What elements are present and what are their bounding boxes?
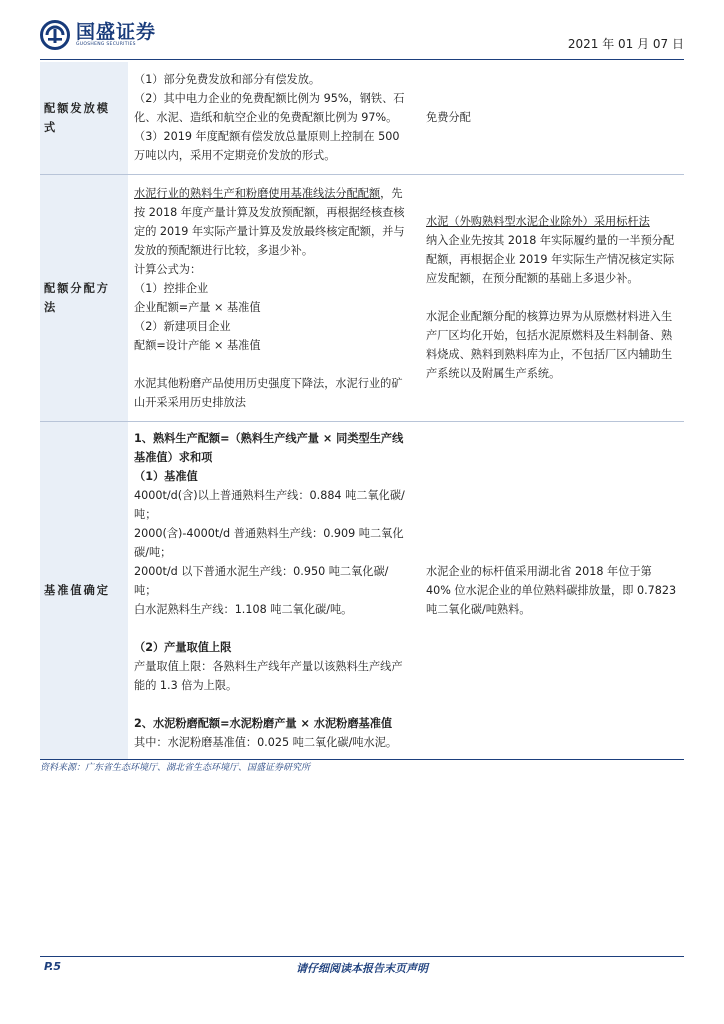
report-date: 2021 年 01 月 07 日: [567, 37, 684, 51]
cell-line: （1）控排企业: [134, 281, 209, 295]
source-note: 资料来源：广东省生态环境厅、湖北省生态环境厅、国盛证券研究所: [40, 763, 311, 773]
spacer: [134, 619, 406, 638]
cell-line-bold: （1）基准值: [134, 469, 198, 483]
cell-line-bold: 1、熟料生产配额=（熟料生产线产量 × 同类型生产线基准值）求和项: [134, 431, 404, 464]
cell-line: （2）其中电力企业的免费配额比例为 95%，钢铁、石化、水泥、造纸和航空企业的免费配额比例为 97%。: [134, 92, 405, 125]
cell-line-underlined: 水泥（外购熟料型水泥企业除外）采用标杆法: [426, 215, 650, 228]
cell-line: 企业配额=产量 × 基准值: [134, 300, 261, 314]
logo-name-cn: 国盛证券: [76, 21, 157, 43]
row-col2: [412, 174, 684, 421]
page-header: [40, 20, 684, 56]
row-label: 配额分配方法: [40, 174, 128, 421]
row-col2: [412, 421, 684, 759]
spacer: [134, 695, 406, 714]
company-logo: [40, 20, 156, 50]
cell-line: 免费分配: [426, 111, 471, 125]
header-divider: [40, 59, 684, 60]
quota-table: [40, 62, 684, 759]
cell-line: 4000t/d(含)以上普通熟料生产线：0.884 吨二氧化碳/吨；: [134, 488, 405, 521]
row-col1: [128, 62, 412, 174]
page-number: P.5: [44, 960, 62, 973]
cell-line: （1）部分免费发放和部分有偿发放。: [134, 73, 321, 87]
row-label: 基准值确定: [40, 421, 128, 759]
table-row: [40, 421, 684, 759]
table-row: [40, 62, 684, 174]
logo-name-en: GUOSHENG SECURITIES: [76, 42, 136, 47]
cell-line: 计算公式为：: [134, 262, 202, 276]
cell-line: 2000t/d 以下普通水泥生产线：0.950 吨二氧化碳/吨；: [134, 564, 389, 597]
cell-line-underlined: 水泥行业的熟料生产和粉磨使用基准线法分配配额: [134, 186, 381, 200]
cell-line: 配额=设计产能 × 基准值: [134, 338, 261, 352]
cell-line: （3）2019 年度配额有偿发放总量原则上控制在 500 万吨以内，采用不定期竞价发放的形式。: [134, 130, 400, 163]
cell-line: 水泥企业配额分配的核算边界为从原燃材料进入生产厂区均化开始，包括水泥原燃料及生料制备、熟料烧成、熟料到熟料库为止，不包括厂区内辅助生产系统以及附属生产系统。: [426, 310, 673, 380]
cell-line: 其中：水泥粉磨基准值：0.025 吨二氧化碳/吨水泥。: [134, 735, 398, 749]
logo-icon: [40, 20, 70, 50]
row-col1: [128, 421, 412, 759]
row-col1: [128, 174, 412, 421]
cell-line: 水泥其他粉磨产品使用历史强度下降法，水泥行业的矿山开采采用历史排放法: [134, 376, 403, 409]
cell-line: 产量取值上限：各熟料生产线年产量以该熟料生产线产能的 1.3 倍为上限。: [134, 659, 403, 692]
row-col2: [412, 62, 684, 174]
cell-line: ，先按 2018 年度产量计算及发放预配额，再根据经核查核定的 2019 年实际产量计算及发放最终核定配额，并与发放的预配额进行比较，多退少补。: [134, 186, 405, 257]
row-label: 配额发放模式: [40, 62, 128, 174]
cell-line-bold: （2）产量取值上限: [134, 640, 232, 654]
cell-line: 白水泥熟料生产线：1.108 吨二氧化碳/吨。: [134, 602, 353, 616]
spacer: [134, 355, 406, 374]
table-row: [40, 174, 684, 421]
cell-line-bold: 2、水泥粉磨配额=水泥粉磨产量 × 水泥粉磨基准值: [134, 716, 393, 730]
footer-disclaimer: 请仔细阅读本报告末页声明: [296, 962, 428, 975]
cell-line: 2000(含)-4000t/d 普通熟料生产线：0.909 吨二氧化碳/吨；: [134, 526, 404, 559]
cell-line: 水泥企业的标杆值采用湖北省 2018 年位于第 40% 位水泥企业的单位熟料碳排放量，即 0.7823 吨二氧化碳/吨熟料。: [426, 564, 677, 616]
cell-line: 纳入企业先按其 2018 年实际履约量的一半预分配配额，再根据企业 2019 年实际生产情况核定实际应发配额，在预分配额的基础上多退少补。: [426, 234, 675, 285]
cell-line: （2）新建项目企业: [134, 319, 231, 333]
footer-divider: [40, 956, 684, 957]
spacer: [426, 288, 680, 307]
